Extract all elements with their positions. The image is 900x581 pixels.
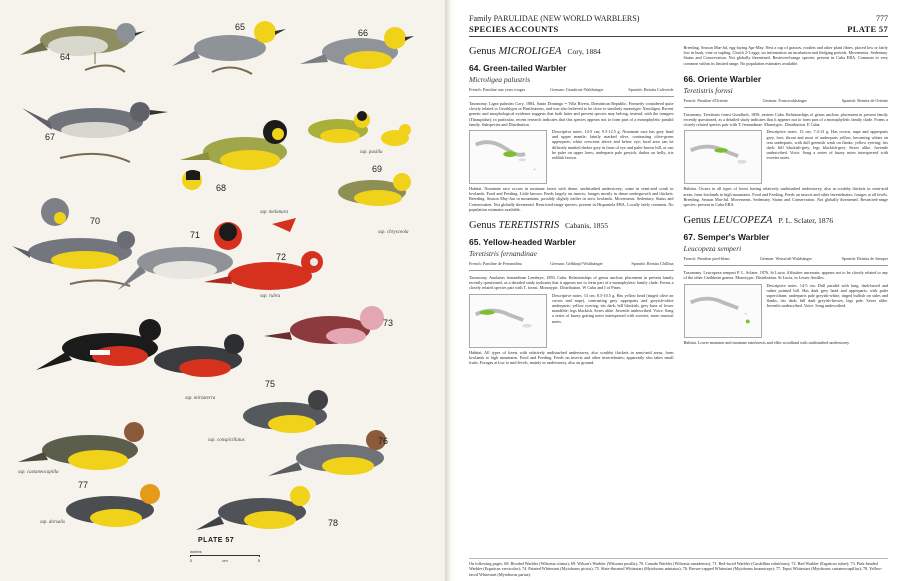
subspecies-label: ssp. pusilla (360, 150, 383, 155)
plate-number: 70 (90, 216, 101, 226)
subspecies-label: ssp. melanura (260, 210, 289, 215)
subspecies-label: ssp. mirzaterra (185, 396, 216, 401)
habitat-text-67: Habitat. Lower montane and montane rainforests and elfin woodland with undisturbed understorey. (683, 339, 850, 345)
scale-title: inches (190, 549, 202, 554)
plate-page (0, 0, 445, 581)
subspecies-label: ssp. dorsalis (40, 520, 66, 525)
plate-number: 67 (45, 132, 56, 142)
bird-75-illustration (154, 334, 328, 433)
plate-number: 75 (265, 379, 276, 389)
section-title: SPECIES ACCOUNTS (469, 24, 559, 34)
bird-68-illustration (180, 120, 287, 190)
column-left (469, 43, 674, 581)
plate-number: 76 (378, 436, 389, 446)
subspecies-label: ssp. chrysceola (378, 230, 409, 235)
description-text-64: Descriptive notes. 14-5 cm; 9.5-12.5 g. Nominate race has grey head and upper mantle; faintly marked olive, contrasting olive-green upperparts; white crescents above and below eye; loral area can be diffusely marked darker grey in front of eye and paler brown bill, or can be paler on upper lores; underparts pale greyish, darker on belly; iris reddish brown. (552, 129, 674, 161)
habitat-text-66: Habitat. Occurs in all types of forest having relatively undisturbed understorey, also in scrubby thickets in semi-arid areas, from lowlands to high mountains. Food and Feeding. Feeds on insects and other invertebrates; forages at all levels. Breeding. Season Mar-Jul. Movements. Sedentary. Status and Conservation. Not globally threatened. Restricted-range species: present in Cuba EBA. (683, 186, 888, 208)
common-names-67: French: Paruline pied-blanc German: Weissfuß-Waldsänger Spanish: Reinita de Semper (683, 256, 888, 262)
description-text-65: Descriptive notes. 13 cm; 8.5-10.5 g. Has yellow head (tinged olive on crown and nape), contrasting grey upperparts and greyish-white underparts; yellow eyering; iris dark; bill blackish, grey base of lower mandible; legs blackish. Sexes alike. Juvenile undescribed. Voice. Song a series of buzzy grating notes interspersed with sweeter, more musical notes. (552, 292, 674, 324)
plate-number: 73 (383, 318, 394, 328)
scale-zero: 0 (190, 558, 193, 563)
subspecies-label: ssp. conspicillatus (208, 438, 245, 443)
habitat-text-65: Habitat. All types of forest with relatively undisturbed understorey, also scrubby thickets in semi-arid areas, from lowlands to high mountains. Food and Feeding. Feeds on insects and other invertebrates; apparently also takes small fruits. Forages at low to mid-levels, mainly in understorey, also on ground. (469, 349, 674, 366)
plate-number: 65 (235, 22, 246, 32)
taxonomy-text-67: Taxonomy. Leucopeza semperi P. L. Sclater, 1876, St Lucia. Affinities uncertain; appears not to be closely related to any of the other Caribbean genera. Monotypic. Distribution. St Lucia, in Lesser Antilles. (683, 270, 888, 281)
page-number: 777 (876, 14, 888, 23)
plate-number: 72 (276, 252, 287, 262)
scale-max: 5 (257, 558, 260, 563)
taxonomy-text-64: Taxonomy. Ligea palustris Cory, 1884, Santo Domingo = Villa Rivera, Dominican Republic. Formerly considered quite closely related to Geothlypis or Basileuterus, and was also believed to be close to similarly monotypic Xenoligea. Recent genetic and morphological evidence suggests that both latter and present species may belong, instead, with the tanagers (Thraupidae); in particular, recent research indicates that this species appears not to form part of a monophyletic parulid family. Subspecies and Distribution. (469, 101, 674, 127)
bird-76-illustration (268, 430, 389, 476)
scientific-name-64: Microligea palustris (469, 75, 531, 84)
running-header (469, 14, 888, 23)
text-columns (469, 43, 888, 581)
species-title-64: 64. Green-tailed Warbler (469, 63, 567, 73)
bird-69-illustration (308, 111, 411, 206)
genus-heading-microligea: Genus MICROLIGEA Cory, 1884 (469, 46, 601, 57)
subspecies-label: ssp. rubra (260, 294, 281, 299)
plate-number: 77 (78, 480, 89, 490)
bird-64-illustration (20, 23, 145, 72)
plate-illustration (0, 0, 445, 581)
species-accounts-page (455, 0, 900, 581)
genus-heading-teretistris: Genus TERETISTRIS Cabanis, 1855 (469, 220, 609, 232)
column-right (684, 43, 889, 581)
range-map-65 (469, 294, 547, 348)
book-gutter (445, 0, 455, 581)
continued-text-65: Breeding. Season Mar-Jul, egg-laying Apr-May. Nest a cup of grasses, rootlets and other plant fibres, placed low or fairly low in bush, vine or sapling. Clutch 2-3 eggs; no information on incubation and fledging periods. Movements. Sedentary. Status and Conservation. Not globally threatened. Restricted-range species: present in Cuba EBA. Common to very common within its limited range. No population estimates available. (683, 45, 888, 66)
section-header (469, 24, 888, 37)
plate-reference: PLATE 57 (847, 24, 888, 34)
scale-bar (190, 555, 260, 557)
taxonomy-text-65: Taxonomy. Anolaeus fernandinae Lembeye, 1850, Cuba. Relationships of genus unclear; placement in present family recently questioned, as a detailed study indicates that it appears not to form part of a monophyletic family clade. Forms a closely related species pair with T. fornsi. Monotypic. Distribution. W Cuba and I of Pines. (469, 275, 674, 291)
range-map-67 (684, 284, 762, 338)
habitat-text-64: Habitat. Nominate race occurs in montane forest with dense, undisturbed understorey; some in semi-arid scrub in lowlands. Food and Feeding. Little known. Feeds largely on insects; forages mostly in dense undergrowth and thickets. Breeding. Season May-Jun in mountains, possibly slightly earlier in xeric lowlands. Movements. Sedentary. Status and Conservation. Not globally threatened. Restricted-range species: present in Hispaniola EBA. Locally fairly common. No population estimates available. (469, 186, 674, 212)
bird-73-illustration (264, 306, 384, 344)
genus-heading-leucopeza: Genus LEUCOPEZA P. L. Sclater, 1876 (683, 215, 834, 227)
scientific-name-66: Teretistris fornsi (683, 85, 733, 95)
description-text-66: Descriptive notes. 13 cm; 7.4-13 g. Has crown, nape and upperparts grey, face, throat and most of underparts yellow, becoming whiter on rear underparts, with dull greenish wash on flanks; yellow eyering; iris dark; bill blackish-grey, legs blackish-grey. Sexes alike. Juvenile undescribed. Voice. Song a series of buzzy notes interspersed with sweeter notes. (766, 129, 888, 161)
description-text-67: Descriptive notes. 14-5 cm. Dull parulid with long, dark-based and rather pointed bill. Has dark grey head and upperparts, with paler supercilium; underparts pale greyish-white, tinged buffish on sides and flanks; iris dark; bill dark greyish-brown, legs pale. Sexes alike. Juvenile undescribed. Voice. Song undescribed. (766, 282, 888, 309)
scientific-name-67: Leucopeza semperi (683, 244, 742, 254)
size-scale (190, 549, 260, 563)
following-pages-note: On following pages: 68. Hooded Warbler (Wilsonia citrina); 69. Wilson's Warbler (Wilsonia pusilla); 70. Canada Warbler (Wilsonia canadensis); 71. Red-faced Warbler (Cardellina rubrifrons); 72. Red Warbler (Ergaticus ruber); 73. Pink-headed Warbler (Ergaticus versicolor); 74. Painted Whitestart (Myioborus pictus); 75. Slate-throated Whitestart (Myioborus miniatus); 76. Brown-capped Whitestart (Myioborus brunniceps); 77. Tepui Whitestart (Myioborus castaneocapillus); 78. Yellow-faced Whitestart (Myioborus pariae). (469, 558, 888, 577)
taxonomy-text-66: Taxonomy. Teretistris fornsi Gundlach, 1858, eastern Cuba. Relationships of genus unclear; placement in present family recently questioned, as a detailed study indicates that it appears not to form part of a monophyletic family clade. Forms a closely related species pair with T. fernandinae. Monotypic. Distribution. E Cuba. (683, 111, 888, 128)
plate-number: 68 (216, 183, 227, 193)
species-title-66: 66. Oriente Warbler (683, 73, 762, 84)
family-header: Family PARULIDAE (NEW WORLD WARBLERS) (469, 14, 640, 23)
range-map-66 (684, 130, 762, 184)
scientific-name-65: Teretistris fernandinae (469, 249, 537, 259)
bird-70-illustration (12, 198, 135, 286)
bird-67-illustration (22, 102, 168, 162)
plate-number: 66 (358, 28, 369, 38)
plate-number: 74 (73, 340, 84, 350)
common-names-66: French: Paruline d'Oriente German: Fornswaldsänger Spanish: Reinita de Oriente (683, 97, 888, 103)
bird-66-illustration (300, 27, 414, 69)
bird-65-illustration (172, 21, 286, 74)
plate-caption: PLATE 57 (198, 537, 235, 544)
scale-unit: cm (222, 558, 228, 563)
common-names-64: French: Paruline aux yeux rouges German: Graubrust-Waldsänger Spanish: Reinita Coliverde (469, 87, 674, 92)
species-title-67: 67. Semper's Warbler (683, 232, 770, 243)
subspecies-label: ssp. castaneocapilla (18, 470, 59, 475)
bird-74-illustration (36, 319, 161, 370)
plate-number: 64 (60, 52, 71, 62)
common-names-65: French: Paruline de Fernandina German: Gelbkopf-Waldsänger Spanish: Reinita Chillina (469, 261, 674, 267)
bird-78-illustration (196, 486, 310, 530)
plate-number: 71 (190, 230, 201, 240)
plate-number: 69 (372, 164, 383, 174)
plate-number: 78 (328, 518, 339, 528)
range-map-64 (469, 130, 547, 184)
species-title-65: 65. Yellow-headed Warbler (469, 237, 576, 248)
